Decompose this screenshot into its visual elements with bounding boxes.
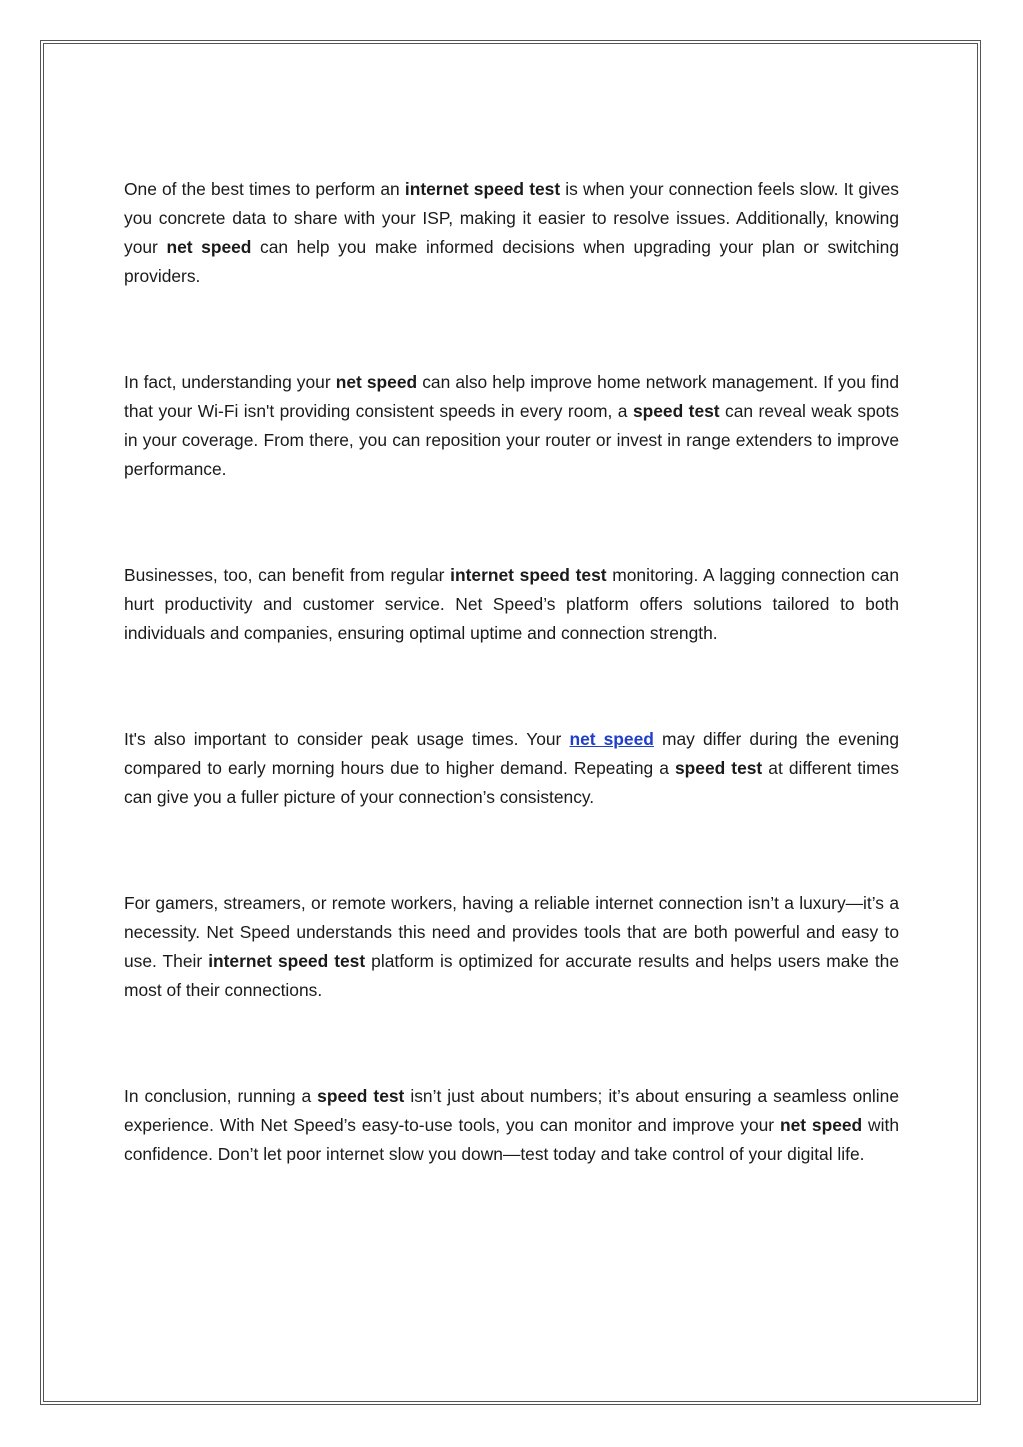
text-run: Businesses, too, can benefit from regular — [124, 565, 451, 585]
text-run: In fact, understanding your — [124, 372, 336, 392]
text-run: at different times can give you a fuller picture of your connection’s consistency. — [124, 758, 899, 807]
keyword-bold: internet speed test — [404, 179, 561, 199]
document-body — [124, 175, 899, 1246]
keyword-bold: net speed — [779, 1115, 863, 1135]
text-run: isn’t just about numbers; it’s about ensuring a seamless online experience. With Net Speed’s easy-to-use tools, you can monitor and improve your — [124, 1086, 899, 1135]
keyword-bold: speed test — [317, 1086, 405, 1106]
paragraph-gamers-streamers — [124, 889, 899, 1005]
paragraph-peak-usage — [124, 725, 899, 812]
keyword-bold: internet speed test — [208, 951, 366, 971]
text-run: monitoring. A lagging connection can hurt productivity and customer service. Net Speed’s platform offers solutions tailored to both individuals and companies, ensuring optimal uptime and connection strength. — [124, 565, 900, 643]
paragraph-conclusion — [124, 1082, 899, 1169]
keyword-bold: internet speed test — [450, 565, 607, 585]
text-run: may differ during the evening compared to early morning hours due to higher demand. Repeating a — [124, 729, 900, 778]
paragraph-speed-test-intro — [124, 175, 899, 291]
paragraph-home-network — [124, 368, 899, 484]
net-speed-link[interactable]: net speed — [569, 729, 654, 749]
text-run: can also help improve home network management. If you find that your Wi-Fi isn't providing consistent speeds in every room, a — [124, 372, 899, 421]
text-run: platform is optimized for accurate results and helps users make the most of their connections. — [124, 951, 900, 1000]
text-run: is when your connection feels slow. It gives you concrete data to share with your ISP, making it easier to resolve issues. Additionally, knowing your — [124, 179, 899, 257]
text-run: In conclusion, running a — [124, 1086, 318, 1106]
keyword-bold: net speed — [335, 372, 418, 392]
text-run: can help you make informed decisions when upgrading your plan or switching providers. — [124, 237, 899, 286]
text-run: For gamers, streamers, or remote workers, having a reliable internet connection isn’t a luxury—it’s a necessity. Net Speed understands this need and provides tools that are both powerful and easy to use. Their — [124, 893, 899, 971]
keyword-bold: net speed — [166, 237, 252, 257]
keyword-bold: speed test — [674, 758, 763, 778]
text-run: with confidence. Don’t let poor internet slow you down—test today and take control of your digital life. — [124, 1115, 899, 1164]
keyword-bold: speed test — [632, 401, 720, 421]
text-run: One of the best times to perform an — [124, 179, 405, 199]
paragraph-businesses — [124, 561, 899, 648]
text-run: It's also important to consider peak usage times. Your — [124, 729, 570, 749]
text-run: can reveal weak spots in your coverage. From there, you can reposition your router or invest in range extenders to improve performance. — [124, 401, 899, 479]
